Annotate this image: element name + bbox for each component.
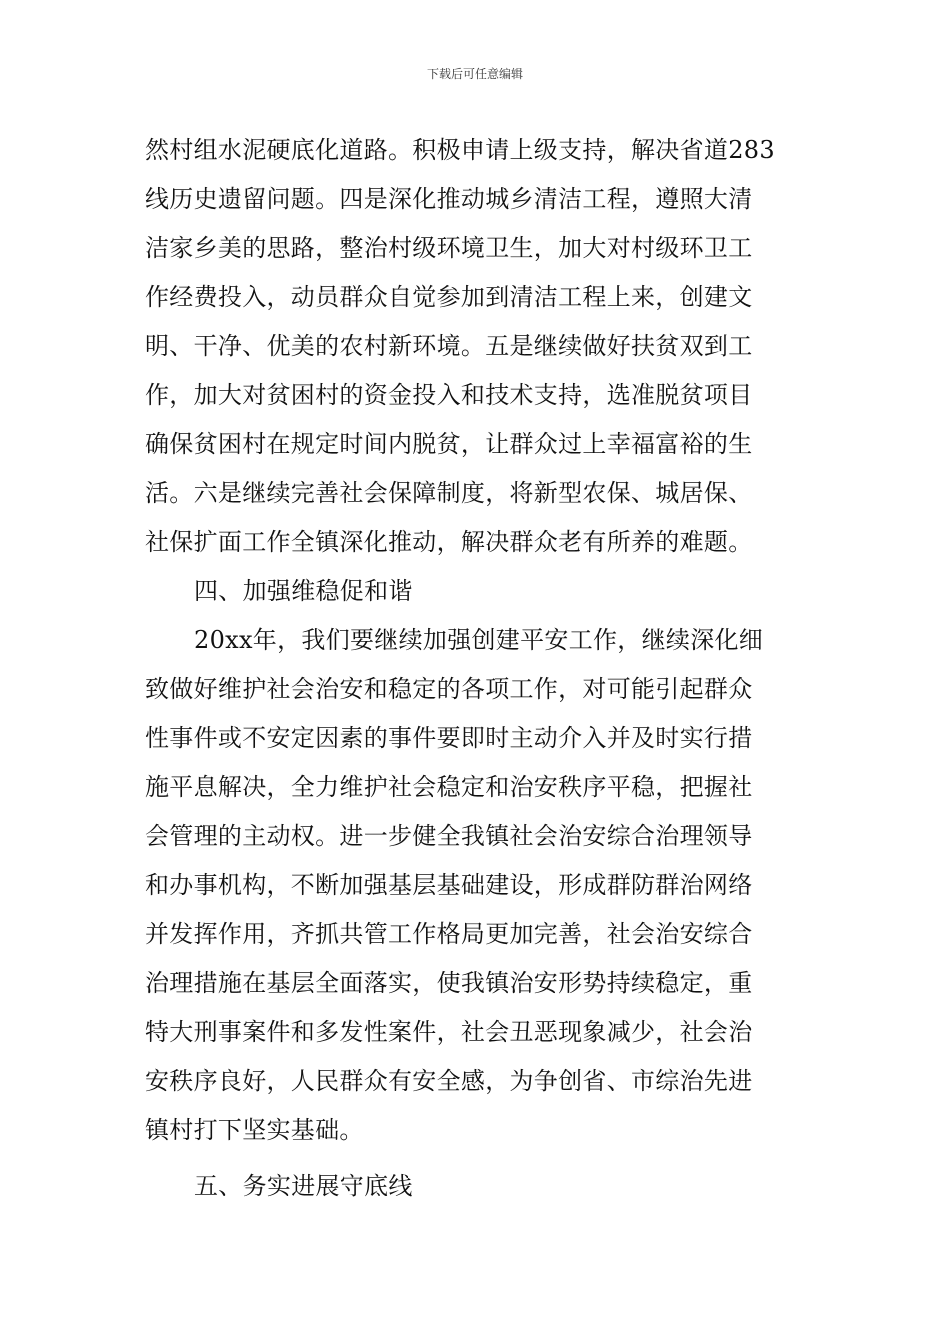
paragraph-line: 和办事机构，不断加强基层基础建设，形成群防群治网络 [145, 871, 753, 899]
paragraph-line: 活。六是继续完善社会保障制度，将新型农保、城居保、 [145, 479, 753, 507]
paragraph-line: 洁家乡美的思路，整治村级环境卫生，加大对村级环卫工 [145, 234, 753, 262]
paragraph-line: 安秩序良好，人民群众有安全感，为争创省、市综治先进 [145, 1067, 753, 1095]
paragraph-line: 镇村打下坚实基础。 [145, 1116, 364, 1144]
paragraph-line: 作经费投入，动员群众自觉参加到清洁工程上来，创建文 [145, 283, 753, 311]
paragraph-line: 线历史遗留问题。四是深化推动城乡清洁工程，遵照大清 [145, 185, 753, 213]
paragraph-line: 然村组水泥硬底化道路。积极申请上级支持，解决省道283 [145, 136, 775, 164]
paragraph-line: 社保扩面工作全镇深化推动，解决群众老有所养的难题。 [145, 528, 753, 556]
paragraph-line: 并发挥作用，齐抓共管工作格局更加完善，社会治安综合 [145, 920, 753, 948]
document-body [145, 126, 807, 1211]
paragraph-line: 特大刑事案件和多发性案件，社会丑恶现象减少，社会治 [145, 1018, 753, 1046]
paragraph-line: 施平息解决，全力维护社会稳定和治安秩序平稳，把握社 [145, 773, 753, 801]
paragraph-line: 性事件或不安定因素的事件要即时主动介入并及时实行措 [145, 724, 753, 752]
paragraph-line: 治理措施在基层全面落实，使我镇治安形势持续稳定，重 [145, 969, 753, 997]
paragraph-line: 会管理的主动权。进一步健全我镇社会治安综合治理领导 [145, 822, 753, 850]
section-heading: 五、务实进展守底线 [194, 1172, 413, 1200]
paragraph-line: 确保贫困村在规定时间内脱贫，让群众过上幸福富裕的生 [145, 430, 753, 458]
paragraph-line: 明、干净、优美的农村新环境。五是继续做好扶贫双到工 [145, 332, 753, 360]
section-heading: 四、加强维稳促和谐 [194, 577, 413, 605]
paragraph-line: 致做好维护社会治安和稳定的各项工作，对可能引起群众 [145, 675, 753, 703]
page-header: 下载后可任意编辑 [426, 67, 523, 81]
paragraph-line: 20xx年，我们要继续加强创建平安工作，继续深化细 [194, 626, 764, 654]
paragraph-line: 作，加大对贫困村的资金投入和技术支持，选准脱贫项目 [145, 381, 753, 409]
